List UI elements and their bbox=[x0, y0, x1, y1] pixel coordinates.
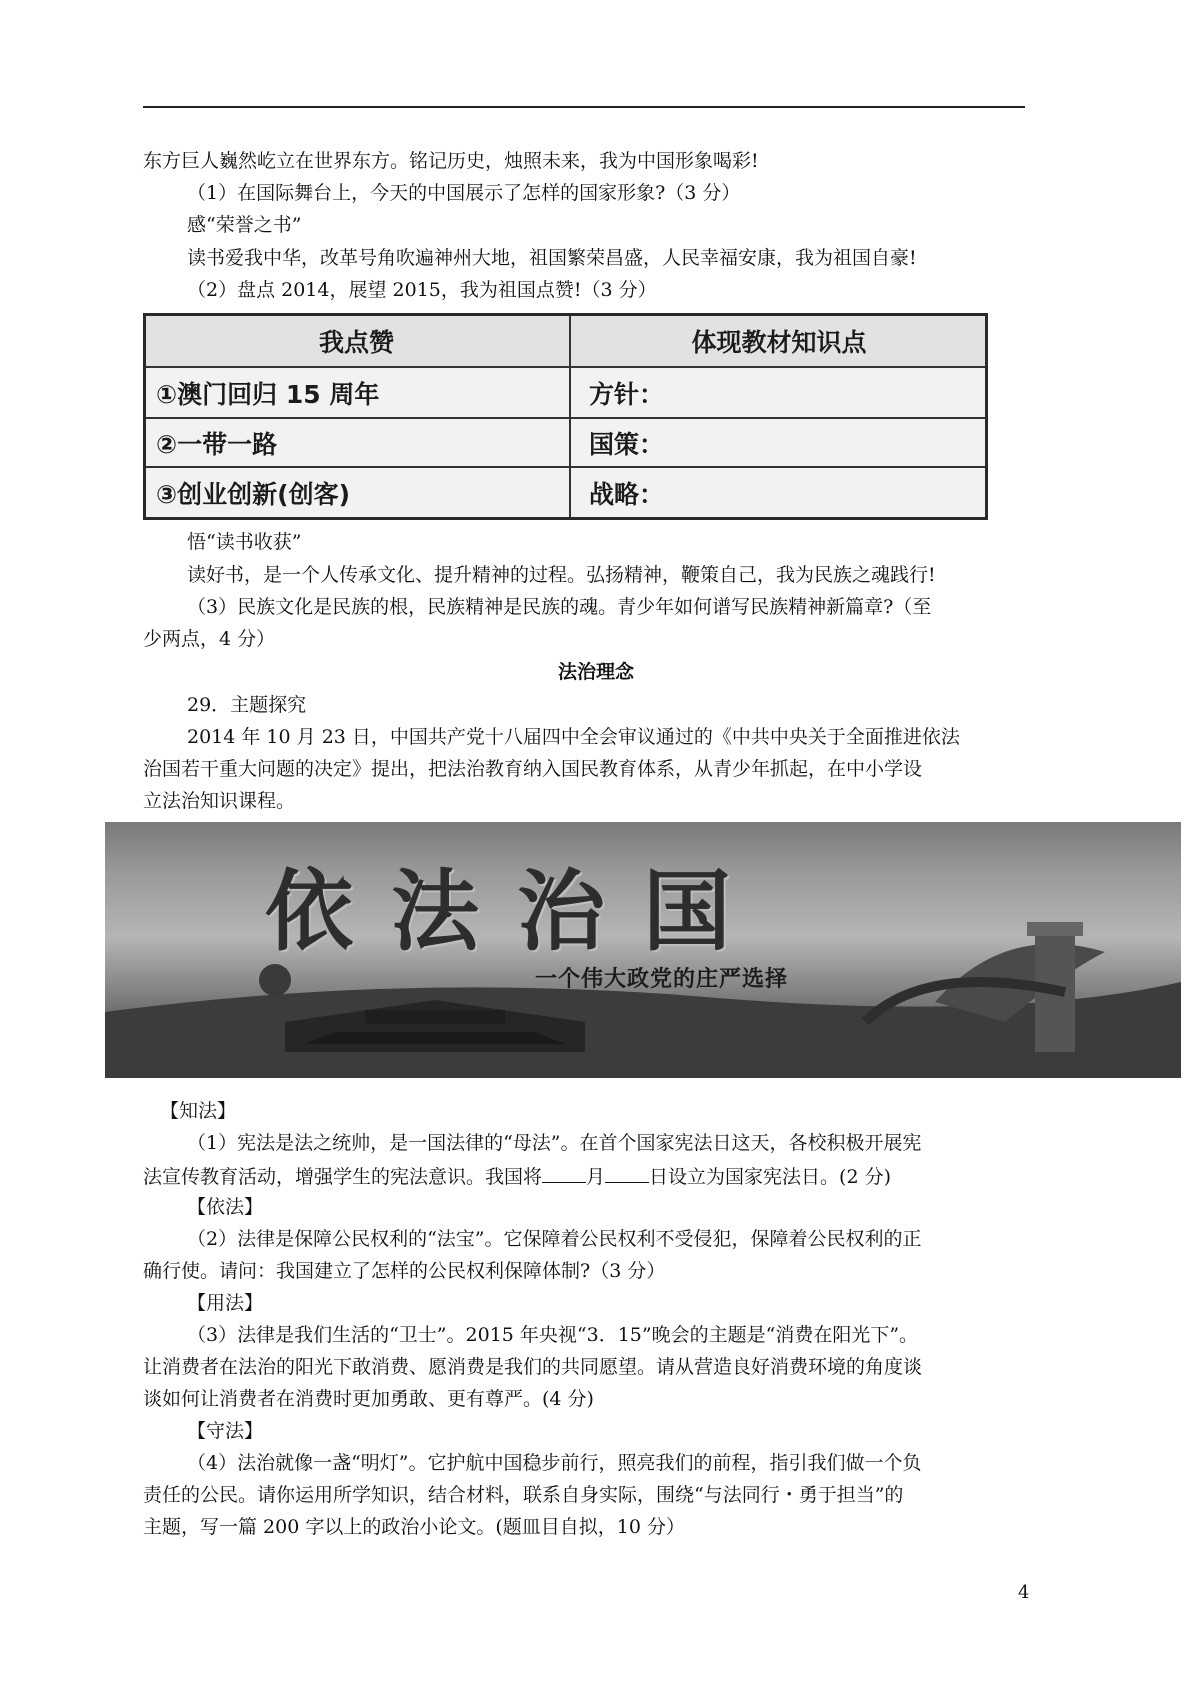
table-header-row bbox=[146, 316, 985, 368]
question-29: 29．主题探究 bbox=[187, 694, 307, 716]
question-29-4: （4）法治就像一盏“明灯”。它护航中国稳步前行，照亮我们的前程，指引我们做一个负 bbox=[187, 1452, 922, 1474]
section-gan: 感“荣誉之书” bbox=[187, 214, 302, 236]
table-header-cell: 我点赞 bbox=[318, 328, 394, 357]
section-wu: 悟“读书收获” bbox=[187, 531, 302, 553]
answer-blank[interactable] bbox=[542, 1164, 586, 1183]
question-29-4-cont: 责任的公民。请你运用所学知识，结合材料，联系自身实际，围绕“与法同行・勇于担当”的 bbox=[143, 1484, 904, 1506]
text-segment: 月 bbox=[586, 1166, 606, 1188]
text-line: 读书爱我中华，改革号角吹遍神州大地，祖国繁荣昌盛，人民幸福安康，我为祖国自豪! bbox=[187, 247, 917, 269]
praise-table bbox=[143, 313, 988, 520]
rule-of-law-banner bbox=[105, 822, 1181, 1078]
question-29-2-cont: 确行使。请问：我国建立了怎样的公民权利保障体制?（3 分） bbox=[143, 1260, 666, 1282]
question-29-2: （2）法律是保障公民权利的“法宝”。它保障着公民权利不受侵犯，保障着公民权利的正 bbox=[187, 1228, 922, 1250]
section-title: 法治理念 bbox=[558, 661, 635, 683]
table-row bbox=[146, 468, 985, 517]
question-29-3-cont: 让消费者在法治的阳光下敢消费、愿消费是我们的共同愿望。请从营造良好消费环境的角度谈 bbox=[143, 1356, 923, 1378]
table-row bbox=[146, 419, 985, 468]
question-29-4-cont: 主题，写一篇 200 字以上的政治小论文。(题皿目自拟，10 分） bbox=[143, 1516, 685, 1538]
banner-title: 依法治国 bbox=[265, 859, 770, 963]
answer-blank[interactable] bbox=[605, 1164, 649, 1183]
question-29-1-cont bbox=[143, 1164, 891, 1188]
label-zhifa: 【知法】 bbox=[160, 1100, 237, 1122]
question-3: （3）民族文化是民族的根，民族精神是民族的魂。青少年如何谱写民族精神新篇章?（至 bbox=[187, 596, 932, 618]
table-cell: 国策： bbox=[569, 419, 987, 466]
question-29-1: （1）宪法是法之统帅，是一国法律的“母法”。在首个国家宪法日这天，各校积极开展宪 bbox=[187, 1132, 922, 1154]
label-yongfa: 【用法】 bbox=[187, 1292, 264, 1314]
question-1: （1）在国际舞台上，今天的中国展示了怎样的国家形象?（3 分） bbox=[187, 182, 741, 204]
table-row bbox=[146, 368, 985, 419]
question-29-3: （3）法律是我们生活的“卫士”。2015 年央视“3．15”晚会的主题是“消费在阳光下”。 bbox=[187, 1324, 919, 1346]
question-3-cont: 少两点，4 分） bbox=[143, 628, 276, 650]
table-cell: ①澳门回归 15 周年 bbox=[156, 379, 380, 409]
text-line: 东方巨人巍然屹立在世界东方。铭记历史，烛照未来，我为中国形象喝彩! bbox=[143, 150, 759, 172]
table-cell: ③创业创新(创客) bbox=[156, 479, 351, 509]
material-line: 2014 年 10 月 23 日，中国共产党十八届四中全会审议通过的《中共中央关于全面推进依法 bbox=[187, 726, 960, 748]
question-2: （2）盘点 2014，展望 2015，我为祖国点赞!（3 分） bbox=[187, 279, 657, 301]
text-line: 读好书，是一个人传承文化、提升精神的过程。弘扬精神，鞭策自己，我为民族之魂践行! bbox=[187, 564, 936, 586]
material-line: 治国若干重大问题的决定》提出，把法治教育纳入国民教育体系，从青少年抓起，在中小学设 bbox=[143, 758, 923, 780]
header-rule bbox=[143, 106, 1025, 108]
text-segment: 法宣传教育活动，增强学生的宪法意识。我国将 bbox=[143, 1166, 543, 1188]
table-cell: 战略： bbox=[569, 468, 987, 517]
question-29-3-cont: 谈如何让消费者在消费时更加勇敢、更有尊严。(4 分) bbox=[143, 1388, 594, 1410]
table-cell: 方针： bbox=[569, 368, 987, 417]
material-line: 立法治知识课程。 bbox=[143, 790, 296, 812]
banner-subtitle: 一个伟大政党的庄严选择 bbox=[535, 967, 789, 992]
label-shoufa: 【守法】 bbox=[187, 1420, 264, 1442]
table-header-cell: 体现教材知识点 bbox=[569, 316, 987, 366]
text-segment: 日设立为国家宪法日。(2 分) bbox=[649, 1166, 891, 1188]
label-yifa: 【依法】 bbox=[187, 1196, 264, 1218]
table-cell: ②一带一路 bbox=[156, 429, 278, 459]
page-number: 4 bbox=[1018, 1582, 1030, 1603]
